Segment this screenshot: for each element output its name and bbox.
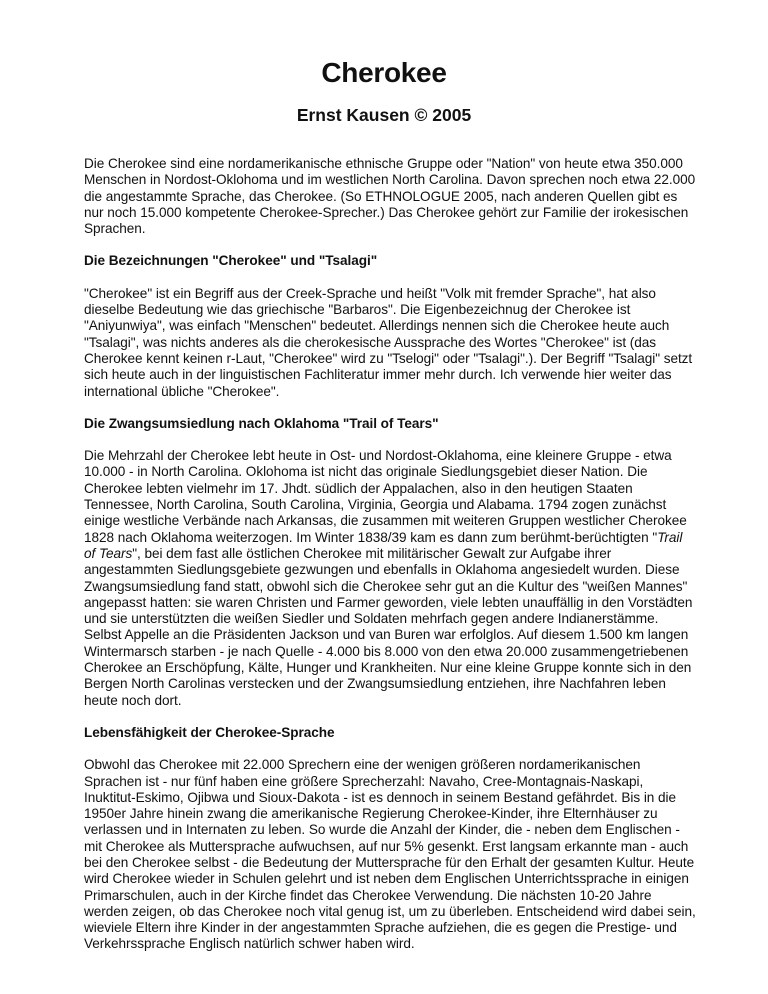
document-title: Cherokee [321, 57, 447, 88]
section-body-viability: Obwohl das Cherokee mit 22.000 Sprechern eine der wenigen größeren nordamerikanischen Sprachen ist - nur fünf haben eine größere Sprecherzahl: Navaho, Cree-Montagnais-Naskapi, Inuktitut-Eskimo, Ojibwa und Sioux-Dakota - ist es dennoch in seinem Bestand gefährdet. Bis in die 1950er Jahre hinein zwang die amerikanische Regierung Cherokee-Kinder, ihre Elternhäuser zu verlassen und in Internaten zu leben. So wurde die Anzahl der Kinder, die - neben dem Englischen - mit Cherokee als Muttersprache aufwuchsen, auf nur 5% gesenkt. Erst langsam erkannte man - auch bei den Cherokee selbst - die Bedeutung der Muttersprache für den Erhalt der gesamten Kultur. Heute wird Cherokee wieder in Schulen gelehrt und ist neben dem Englischen Unterrichtssprache in einigen Primarschulen, auch in der Kirche findet das Cherokee Verwendung. Die nächsten 10-20 Jahre werden zeigen, ob das Cherokee noch vital genug ist, um zu überleben. Entscheidend wird dabei sein, wieviele Eltern ihre Kinder in der angestammten Sprache aufziehen, die es gegen die Prestige- und Verkehrssprache Englisch natürlich schwer haben wird. [84, 757, 696, 952]
body-text-part: ", bei dem fast alle östlichen Cherokee mit militärischer Gewalt zur Aufgabe ihrer angestammten Siedlungsgebiete gezwungen und ebenfalls in Oklahoma angesiedelt wurden. Diese Zwangsumsiedlung fand statt, obwohl sich die Cherokee sehr gut an die Kultur des "weißen Mannes" angepasst hatten: sie waren Christen und Farmer geworden, viele lebten unauffällig in den Vorstädten und sie unterstützten die weißen Siedler und Soldaten mehrfach gegen andere Indianerstämme. Selbst Appelle an die Präsidenten Jackson und van Buren war erfolglos. Auf diesem 1.500 km langen Wintermarsch starben - je nach Quelle - 4.000 bis 8.000 von den etwa 20.000 zusammengetriebenen Cherokee an Erschöpfung, Kälte, Hunger und Krankheiten. Nur eine kleine Gruppe konnte sich in den Bergen North Carolinas verstecken und der Zwangsumsiedlung entziehen, ihre Nachfahren leben heute noch dort. [84, 545, 693, 708]
section-body-names: "Cherokee" ist ein Begriff aus der Creek-Sprache und heißt "Volk mit fremder Sprache", hat also dieselbe Bedeutung wie das griechische "Barbaros". Die Eigenbezeichnug der Cherokee ist "Aniyunwiya", was einfach "Menschen" bedeutet. Allerdings nennen sich die Cherokee heute auch "Tsalagi", was nichts anderes als die cherokesische Aussprache des Wortes "Cherokee" ist (das Cherokee kennt keinen r-Laut, "Cherokee" wird zu "Tselogi" oder "Tsalagi".). Der Begriff "Tsalagi" setzt sich heute auch in der linguistischen Fachliteratur immer mehr durch. Ich verwende hier weiter das international übliche "Cherokee". [84, 285, 693, 399]
section-heading-names: Die Bezeichnungen "Cherokee" und "Tsalagi" [84, 253, 378, 269]
section-heading-viability: Lebensfähigkeit der Cherokee-Sprache [84, 724, 335, 740]
section-body-trail-of-tears [84, 448, 696, 709]
document-body [84, 156, 696, 969]
body-text-part: Die Mehrzahl der Cherokee lebt heute in Ost- und Nordost-Oklahoma, eine kleinere Gruppe - etwa 10.000 - in North Carolina. Oklohoma ist nicht das originale Siedlungsgebiet dieser Nation. Die Cherokee lebten vielmehr im 17. Jhdt. südlich der Appalachen, also in den heutigen Staaten Tennessee, North Carolina, South Carolina, Virginia, Georgia und Alabama. 1794 zogen zunächst einige westliche Verbände nach Arkansas, die zusammen mit weiteren Gruppen westlicher Cherokee 1828 nach Oklahoma weiterzogen. Im Winter 1838/39 kam es dann zum berühmt-berüchtigten " [84, 448, 687, 545]
italic-term-trail-of-tears: Trail of Tears [84, 529, 683, 561]
intro-paragraph: Die Cherokee sind eine nordamerikanische ethnische Gruppe oder "Nation" von heute etwa 350.000 Menschen in Nordost-Oklohoma und im westlichen North Carolina. Davon sprechen noch etwa 22.000 die angestammte Sprache, das Cherokee. (So ETHNOLOGUE 2005, nach anderen Quellen gibt es nur noch 15.000 kompetente Cherokee-Sprecher.) Das Cherokee gehört zur Familie der irokesischen Sprachen. [84, 156, 696, 237]
author-line: Ernst Kausen © 2005 [296, 105, 472, 125]
section-heading-trail-of-tears: Die Zwangsumsiedlung nach Oklahoma "Trail of Tears" [84, 415, 439, 431]
